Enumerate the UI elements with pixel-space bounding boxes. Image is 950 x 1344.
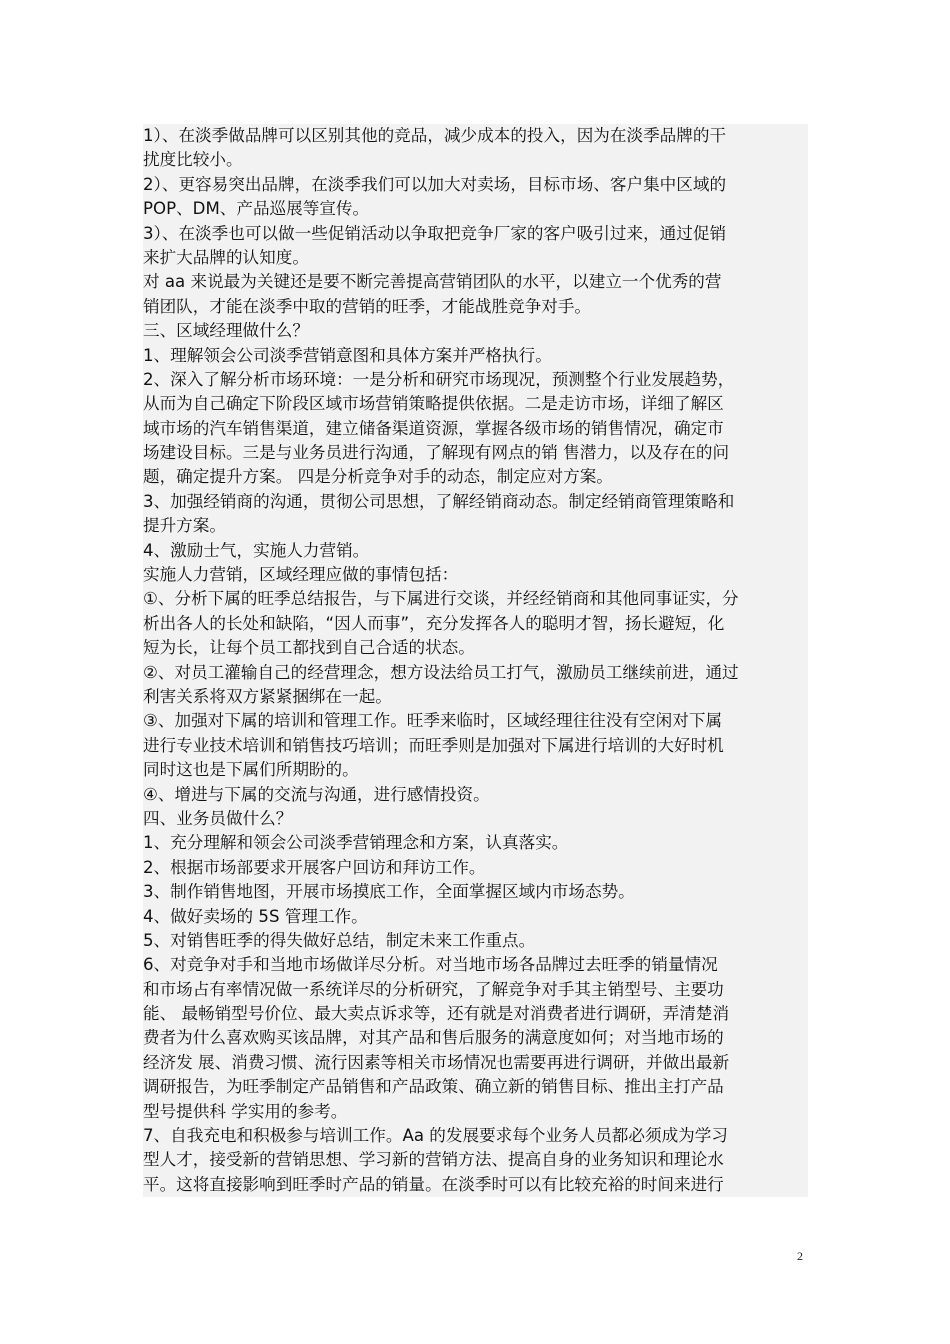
text-line: 4、激励士气，实施人力营销。 <box>143 539 808 563</box>
text-line: 7、自我充电和积极参与培训工作。Aa 的发展要求每个业务人员都必须成为学习 <box>143 1124 808 1148</box>
text-line: 利害关系将双方紧紧捆绑在一起。 <box>143 685 808 709</box>
text-line: 型人才，接受新的营销思想、学习新的营销方法、提高自身的业务知识和理论水 <box>143 1148 808 1172</box>
text-line: 提升方案。 <box>143 514 808 538</box>
text-line: 域市场的汽车销售渠道，建立储备渠道资源，掌握各级市场的销售情况，确定市 <box>143 417 808 441</box>
text-line: 来扩大品牌的认知度。 <box>143 246 808 270</box>
text-line: 进行专业技术培训和销售技巧培训；而旺季则是加强对下属进行培训的大好时机 <box>143 734 808 758</box>
text-line: 题，确定提升方案。 四是分析竞争对手的动态，制定应对方案。 <box>143 465 808 489</box>
text-line: 1）、在淡季做品牌可以区别其他的竞品，减少成本的投入，因为在淡季品牌的干 <box>143 124 808 148</box>
text-line: 3、加强经销商的沟通，贯彻公司思想，了解经销商动态。制定经销商管理策略和 <box>143 490 808 514</box>
text-line: 三、区域经理做什么？ <box>143 319 808 343</box>
text-line: 实施人力营销，区域经理应做的事情包括： <box>143 563 808 587</box>
text-line: 费者为什么喜欢购买该品牌，对其产品和售后服务的满意度如何；对当地市场的 <box>143 1026 808 1050</box>
text-line: 扰度比较小。 <box>143 148 808 172</box>
text-line: 从而为自己确定下阶段区域市场营销策略提供依据。二是走访市场，详细了解区 <box>143 392 808 416</box>
page-number: 2 <box>797 1249 803 1263</box>
text-line: 四、业务员做什么？ <box>143 807 808 831</box>
text-line: ②、对员工灌输自己的经营理念，想方设法给员工打气，激励员工继续前进，通过 <box>143 661 808 685</box>
text-line: 同时这也是下属们所期盼的。 <box>143 758 808 782</box>
text-line: ①、分析下属的旺季总结报告，与下属进行交谈，并经经销商和其他同事证实，分 <box>143 587 808 611</box>
text-line: 场建设目标。三是与业务员进行沟通，了解现有网点的销 售潜力，以及存在的问 <box>143 441 808 465</box>
document-body <box>143 124 808 1197</box>
text-line: 2、根据市场部要求开展客户回访和拜访工作。 <box>143 856 808 880</box>
text-line: 平。这将直接影响到旺季时产品的销量。在淡季时可以有比较充裕的时间来进行 <box>143 1173 808 1197</box>
text-line: 3、制作销售地图，开展市场摸底工作，全面掌握区域内市场态势。 <box>143 880 808 904</box>
text-line: 销团队，才能在淡季中取的营销的旺季，才能战胜竞争对手。 <box>143 295 808 319</box>
text-line: 1、理解领会公司淡季营销意图和具体方案并严格执行。 <box>143 344 808 368</box>
text-line: 3）、在淡季也可以做一些促销活动以争取把竞争厂家的客户吸引过来，通过促销 <box>143 222 808 246</box>
text-line: 4、做好卖场的 5S 管理工作。 <box>143 905 808 929</box>
text-line: 2）、更容易突出品牌，在淡季我们可以加大对卖场，目标市场、客户集中区域的 <box>143 173 808 197</box>
text-line: 对 aa 来说最为关键还是要不断完善提高营销团队的水平，以建立一个优秀的营 <box>143 270 808 294</box>
text-line: ③、加强对下属的培训和管理工作。旺季来临时，区域经理往往没有空闲对下属 <box>143 709 808 733</box>
text-line: 调研报告，为旺季制定产品销售和产品政策、确立新的销售目标、推出主打产品 <box>143 1075 808 1099</box>
text-line: 6、对竞争对手和当地市场做详尽分析。对当地市场各品牌过去旺季的销量情况 <box>143 953 808 977</box>
text-line: 能、 最畅销型号价位、最大卖点诉求等，还有就是对消费者进行调研，弄清楚消 <box>143 1002 808 1026</box>
text-line: 和市场占有率情况做一系统详尽的分析研究，了解竞争对手其主销型号、主要功 <box>143 978 808 1002</box>
text-line: 短为长，让每个员工都找到自己合适的状态。 <box>143 636 808 660</box>
text-line: 经济发 展、消费习惯、流行因素等相关市场情况也需要再进行调研，并做出最新 <box>143 1051 808 1075</box>
text-line: 型号提供科 学实用的参考。 <box>143 1100 808 1124</box>
text-line: 析出各人的长处和缺陷，“因人而事”，充分发挥各人的聪明才智，扬长避短，化 <box>143 612 808 636</box>
text-line: 5、对销售旺季的得失做好总结，制定未来工作重点。 <box>143 929 808 953</box>
text-line: 1、充分理解和领会公司淡季营销理念和方案，认真落实。 <box>143 831 808 855</box>
text-line: 2、深入了解分析市场环境：一是分析和研究市场现况，预测整个行业发展趋势， <box>143 368 808 392</box>
text-line: POP、DM、产品巡展等宣传。 <box>143 197 808 221</box>
text-line: ④、增进与下属的交流与沟通，进行感情投资。 <box>143 783 808 807</box>
